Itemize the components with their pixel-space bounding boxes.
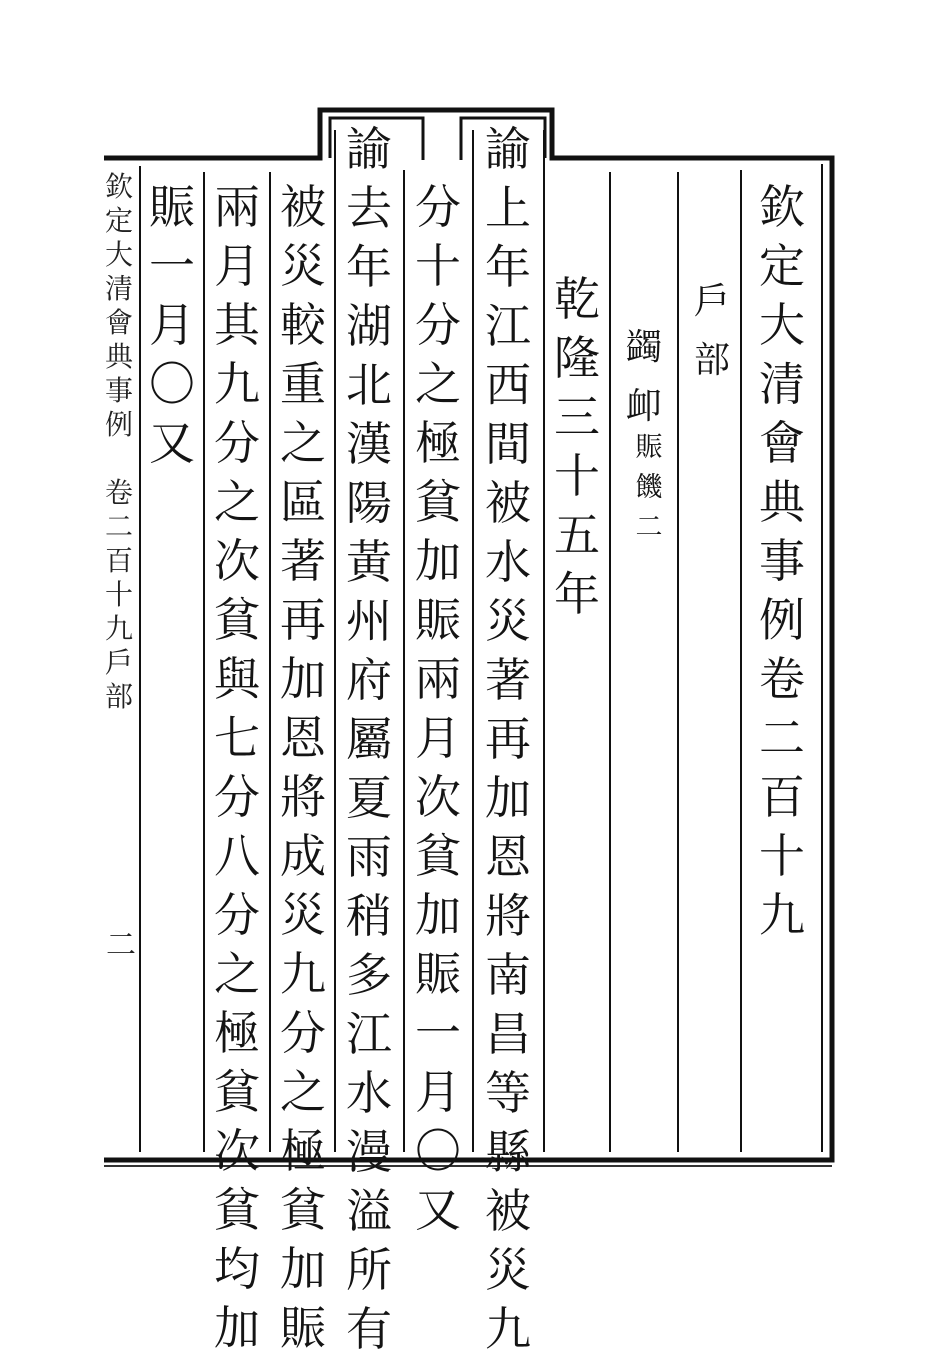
folio-number: 二 [106, 928, 136, 963]
fore-edge-margin: 欽 定 大 清 會 典 事 例 卷 二 百 十 九 戶 部 [104, 170, 133, 713]
text-column-1: 諭 上 年 江 西 間 被 水 災 著 再 加 恩 將 南 昌 等 縣 被 災 九 [485, 122, 531, 1356]
text-column-2: 分 十 分 之 極 貧 加 賑 兩 月 次 貧 加 賑 一 月 〇 又 [415, 180, 461, 1237]
text-column-4: 被 災 較 重 之 區 著 再 加 恩 將 成 災 九 分 之 極 貧 加 賑 [280, 180, 326, 1355]
text-column-3: 諭 去 年 湖 北 漢 陽 黃 州 府 屬 夏 雨 稍 多 江 水 漫 溢 所 有 [346, 122, 392, 1356]
subsection-heading: 賑 饑 二 [635, 432, 663, 543]
section-heading: 蠲 卹 [625, 327, 662, 427]
reign-year: 乾 隆 三 十 五 年 [554, 272, 600, 621]
book-title: 欽 定 大 清 會 典 事 例 卷 二 百 十 九 [759, 180, 805, 942]
text-column-6: 賑 一 月 〇 又 [149, 180, 195, 470]
text-column-5: 兩 月 其 九 分 之 次 貧 與 七 分 八 分 之 極 貧 次 貧 均 加 [214, 180, 260, 1355]
department-heading: 戶 部 [693, 281, 730, 381]
